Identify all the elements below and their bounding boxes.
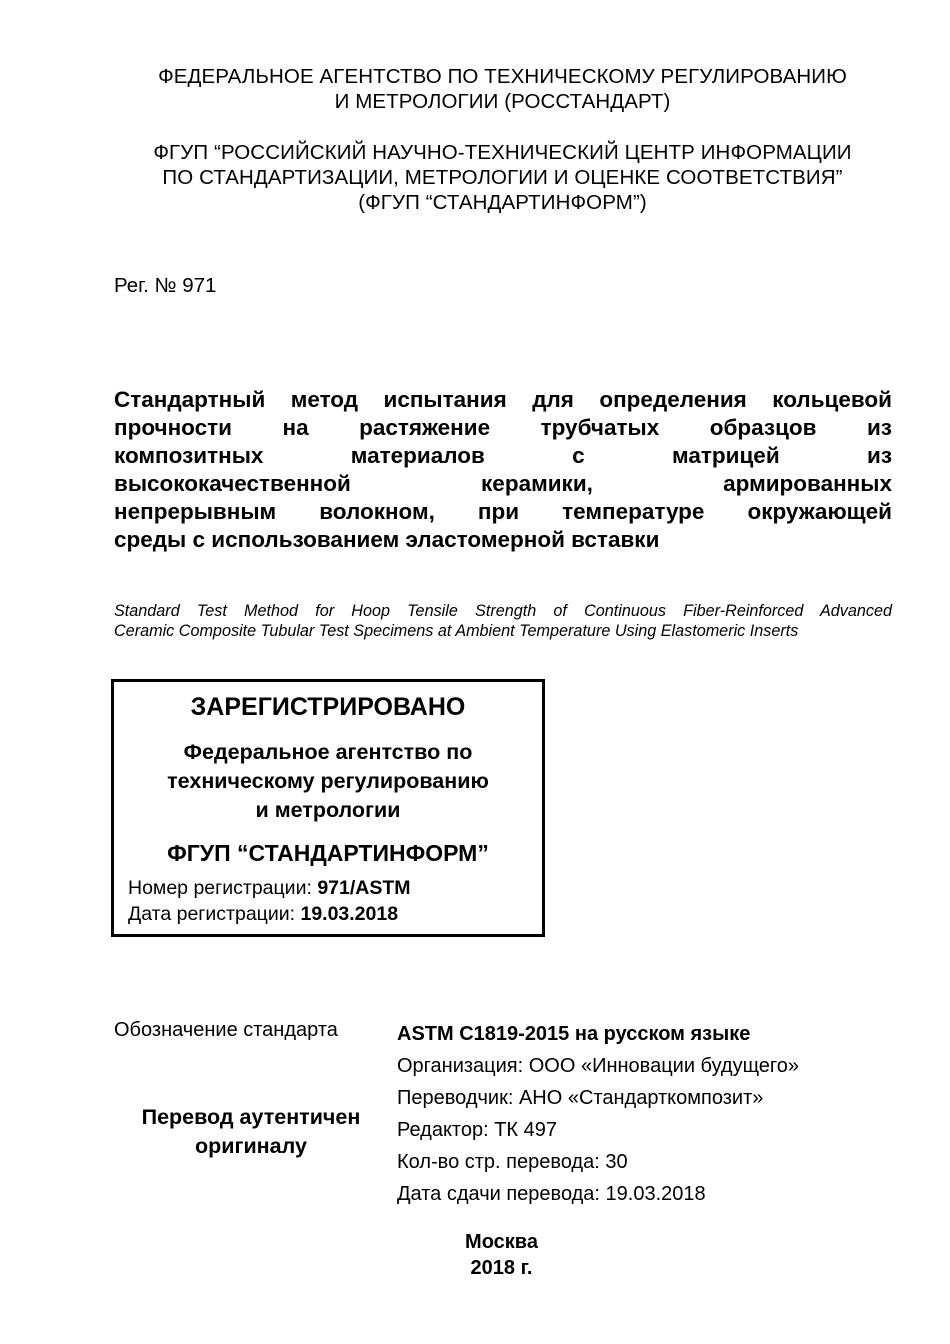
stamp-agency-line: техническому регулированию — [167, 769, 489, 793]
stamp-reg-date-label: Дата регистрации: — [128, 903, 296, 925]
standard-designation: ASTM C1819-2015 на русском языке — [397, 1023, 751, 1045]
stamp-reg-number-label: Номер регистрации: — [128, 877, 312, 899]
title-ru-line: среды с использованием эластомерной вставки — [114, 527, 660, 552]
detail-editor: Редактор: ТК 497 — [397, 1119, 557, 1141]
agency-header — [80, 64, 925, 114]
stamp-reg-number-value: 971/ASTM — [317, 877, 411, 899]
year: 2018 г. — [470, 1257, 533, 1279]
title-ru-line: композитных материалов с матрицей из — [114, 443, 892, 468]
detail-submitted: Дата сдачи перевода: 19.03.2018 — [397, 1183, 706, 1205]
designation-label: Обозначение стандарта — [114, 1019, 338, 1041]
title-en-line: Ceramic Composite Tubular Test Specimens at Ambient Temperature Using Elastomeric Inserts — [114, 622, 799, 640]
translation-details — [397, 1018, 799, 1210]
title-ru-line: прочности на растяжение трубчатых образцов из — [114, 415, 892, 440]
title-ru-line: Стандартный метод испытания для определения кольцевой — [114, 387, 892, 412]
stamp-reg-number — [128, 875, 411, 901]
agency-line: ФЕДЕРАЛЬНОЕ АГЕНТСТВО ПО ТЕХНИЧЕСКОМУ РЕГУЛИРОВАНИЮ — [158, 65, 847, 88]
stamp-agency — [114, 738, 542, 825]
detail-organization: Организация: ООО «Инновации будущего» — [397, 1055, 800, 1077]
stamp-organization: ФГУП “СТАНДАРТИНФОРМ” — [167, 840, 489, 866]
stamp-agency-line: Федеральное агентство по — [183, 740, 473, 764]
document-title-ru — [114, 386, 892, 554]
agency-line: И МЕТРОЛОГИИ (РОССТАНДАРТ) — [334, 90, 671, 113]
registration-number: Рег. № 971 — [114, 274, 217, 297]
stamp-reg-date-value: 19.03.2018 — [300, 903, 399, 925]
document-title-en — [114, 601, 892, 641]
stamp-reg-date — [128, 901, 398, 927]
authentic-line: Перевод аутентичен — [141, 1105, 361, 1129]
detail-translator: Переводчик: АНО «Стандарткомпозит» — [397, 1087, 764, 1109]
title-ru-line: непрерывным волокном, при температуре окружающей — [114, 499, 892, 524]
org-line: ПО СТАНДАРТИЗАЦИИ, МЕТРОЛОГИИ И ОЦЕНКЕ СООТВЕТСТВИЯ” — [162, 166, 843, 189]
stamp-agency-line: и метрологии — [255, 798, 401, 822]
title-ru-line: высококачественной керамики, армированных — [114, 471, 892, 496]
title-en-line: Standard Test Method for Hoop Tensile Strength of Continuous Fiber-Reinforced Advanced — [114, 602, 892, 620]
authentic-translation-note — [120, 1103, 382, 1161]
org-line: (ФГУП “СТАНДАРТИНФОРМ”) — [358, 191, 647, 214]
stamp-heading: ЗАРЕГИСТРИРОВАНО — [190, 693, 466, 721]
city: Москва — [465, 1231, 538, 1253]
organization-header — [80, 140, 925, 215]
authentic-line: оригиналу — [195, 1134, 307, 1158]
place-and-year — [400, 1229, 603, 1281]
detail-pages: Кол-во стр. перевода: 30 — [397, 1151, 628, 1173]
registration-stamp — [111, 679, 545, 937]
org-line: ФГУП “РОССИЙСКИЙ НАУЧНО-ТЕХНИЧЕСКИЙ ЦЕНТР ИНФОРМАЦИИ — [153, 141, 852, 164]
